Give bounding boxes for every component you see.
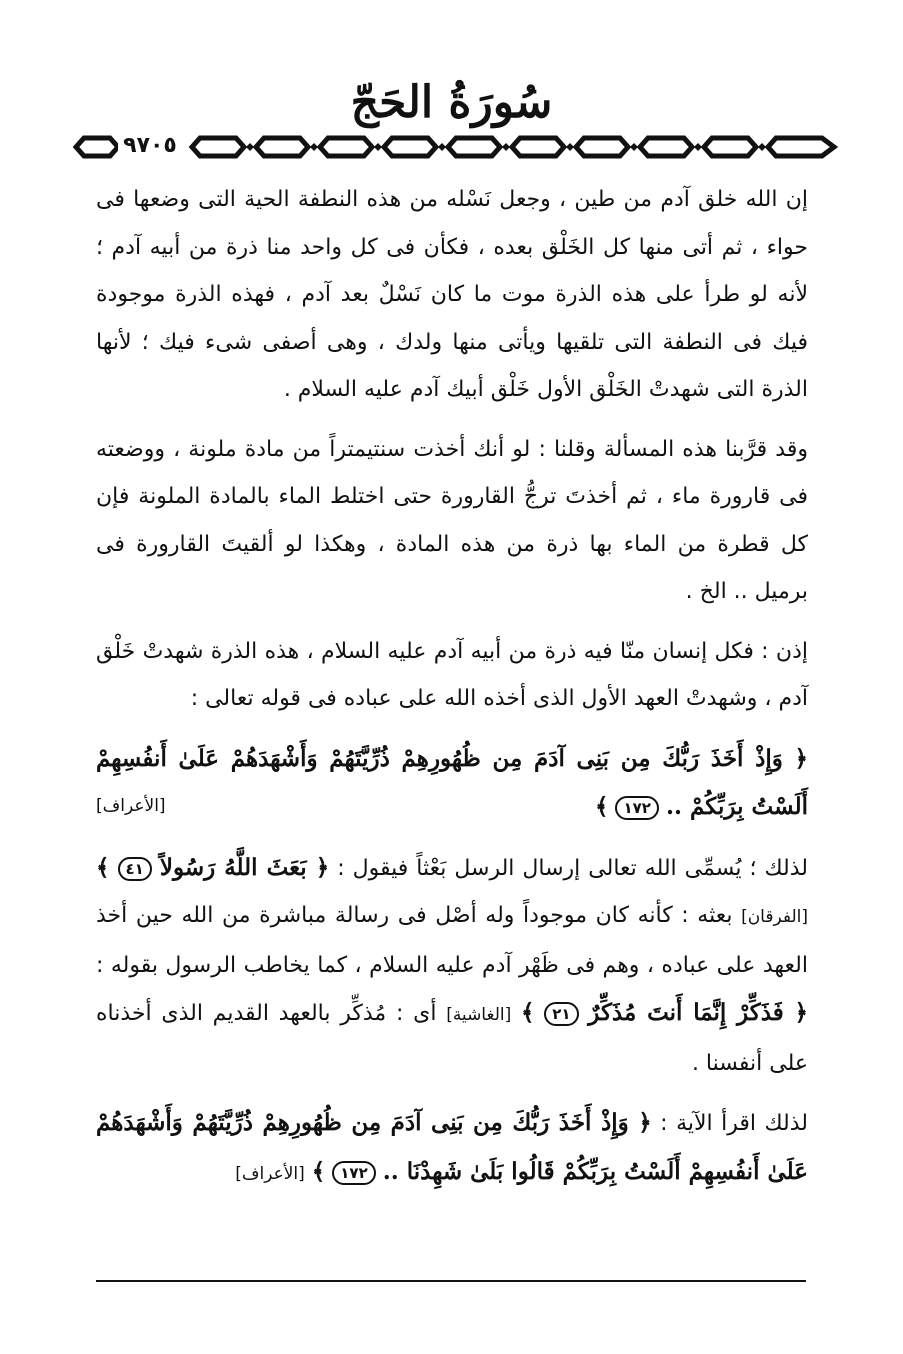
quran-verse-2: ﴿ فَذَكِّرْ إِنَّمَا أَنتَ مُذَكِّرٌ xyxy=(588,999,808,1026)
surah-title: سُورَةُ الحَجّ xyxy=(350,77,553,128)
verse-close-bracket: ﴾ xyxy=(311,1157,326,1185)
verse-number-badge: ١٧٢ xyxy=(615,796,658,820)
paragraph-2: وقد قرَّبنا هذه المسألة وقلنا : لو أنك أخذت سنتيمتراً من مادة ملونة ، ووضعته فى قارورة ماء ، ثم أخذتَ ترجُّ القارورة حتى اختلط الماء بالمادة الملونة فإن كل قطرة من الماء بها ذرة من هذه المادة ، وهكذا لو ألقيتَ القارورة فى برميل .. الخ . xyxy=(96,436,808,604)
page-number: ٩٧٠٥ xyxy=(118,132,182,160)
paragraph-6 xyxy=(96,1099,808,1198)
quran-verse: ﴿ وَإِذْ أَخَذَ رَبُّكَ مِن بَنِى آدَمَ مِن ظُهُورِهِمْ ذُرِّيَّتَهُمْ وَأَشْهَدَهُمْ عَلَىٰ أَنفُسِهِمْ أَلَسْتُ بِرَبِّكُمْ قَالُوا بَلَىٰ شَهِدْنَا .. xyxy=(96,1109,808,1185)
verse-number-badge: ٤١ xyxy=(118,857,152,881)
quran-verse: ﴿ وَإِذْ أَخَذَ رَبُّكَ مِن بَنِى آدَمَ مِن ظُهُورِهِمْ ذُرِّيَّتَهُمْ وَأَشْهَدَهُمْ عَلَىٰ أَنفُسِهِمْ أَلَسْتُ بِرَبِّكُمْ .. xyxy=(96,744,808,820)
verse-close-bracket: ﴾ xyxy=(96,853,110,881)
body-text xyxy=(96,176,808,1198)
surah-reference: [الأعراف] xyxy=(96,796,166,816)
verse-number-badge-2: ٢١ xyxy=(544,1002,578,1026)
paragraph-1: إن الله خلق آدم من طين ، وجعل نَسْله من هذه النطفة الحية التى وضعها فى حواء ، ثم أتى منها كل الخَلْق بعده ، فكأن فى كل واحد منا ذرة من أبيه آدم ؛ لأنه لو طرأ على هذه الذرة موت ما كان نَسْلٌ بعد آدم ، فهذه الذرة موجودة فيك فى النطفة التى تلقيها ويأتى منها ولدك ، وهى أصفى شىء فيك ؛ لأنها الذرة التى شهدتْ الخَلْق الأول خَلْق أبيك آدم عليه السلام . xyxy=(96,187,808,402)
verse-number-badge: ١٧٢ xyxy=(332,1161,375,1185)
verse-close-bracket: ﴾ xyxy=(595,793,609,820)
surah-reference-2: [الغاشية] xyxy=(446,1005,512,1025)
surah-reference: [الفرقان] xyxy=(741,907,808,927)
footer-rule xyxy=(96,1280,806,1282)
paragraph-3: إذن : فكل إنسان منّا فيه ذرة من أبيه آدم عليه السلام ، هذه الذرة شهدتْ خَلْق آدم ، وشهدتْ العهد الأول الذى أخذه الله على عباده فى قوله تعالى : xyxy=(96,638,808,711)
paragraph-5 xyxy=(96,844,808,1088)
quran-verse: ﴿ بَعَثَ اللَّهُ رَسُولاً xyxy=(159,853,330,881)
paragraph-5-intro: لذلك ؛ يُسمِّى الله تعالى إرسال الرسل بَعْثاً فيقول : xyxy=(337,855,808,881)
paragraph-6-intro: لذلك اقرأ الآية : xyxy=(660,1111,809,1136)
paragraph-verse-araf xyxy=(96,735,808,832)
ornament-border xyxy=(70,130,840,164)
paragraph-5-end: أى : مُذكِّر بالعهد القديم الذى أخذناه على أنفسنا . xyxy=(96,1001,808,1076)
verse-close-bracket-2: ﴾ xyxy=(520,999,535,1026)
paragraph-5-body: بعثه : كأنه كان موجوداً وله أصْل فى رسالة مباشرة من الله حين أخذ العهد على عباده ، وهم فى ظَهْر آدم عليه السلام ، كما يخاطب الرسول بقوله : xyxy=(96,903,808,978)
surah-reference: [الأعراف] xyxy=(235,1163,305,1184)
